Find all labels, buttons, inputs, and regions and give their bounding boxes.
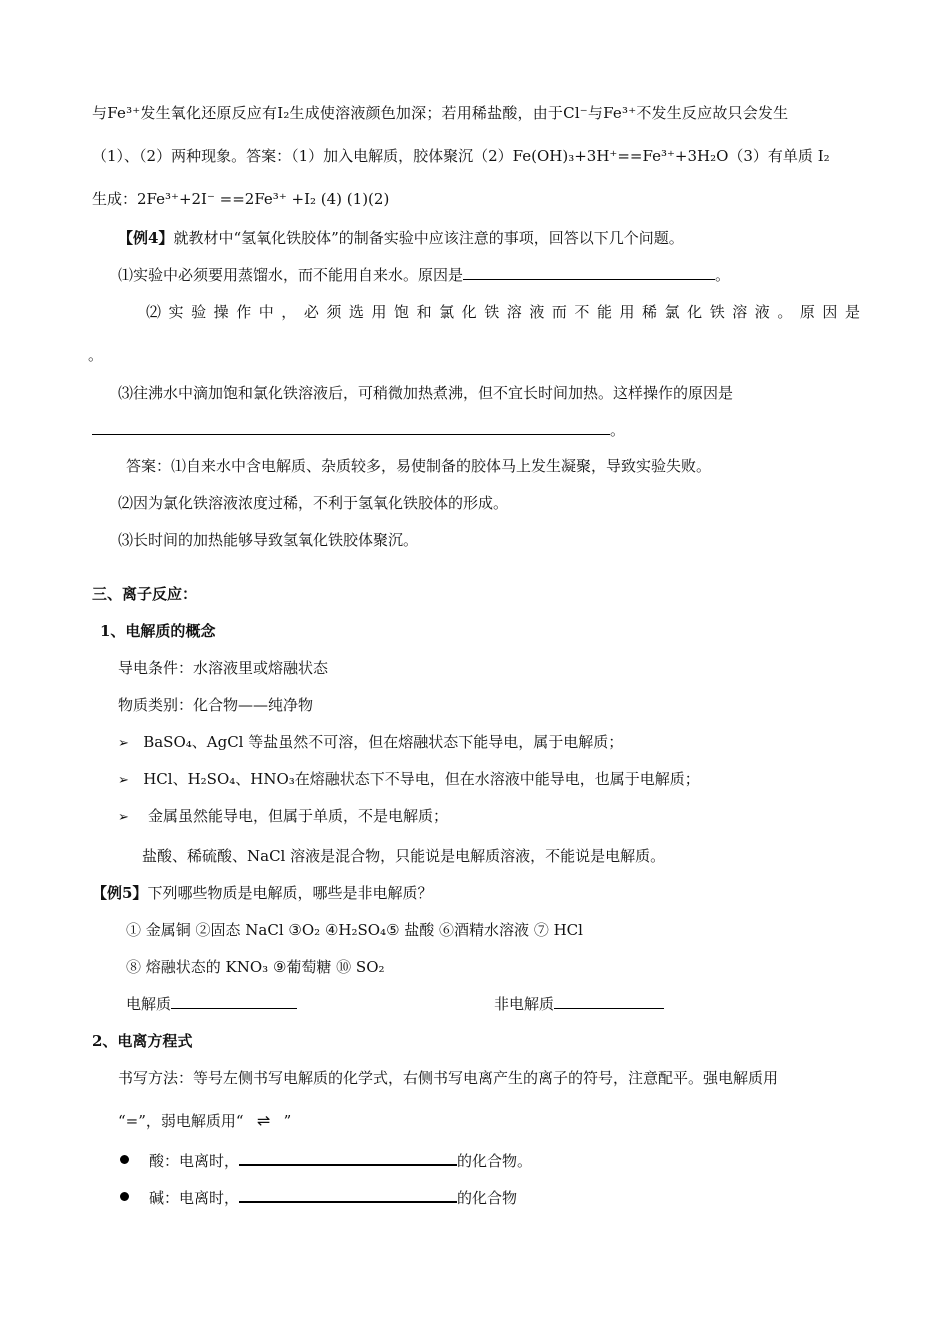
non-electrolyte-label: 非电解质	[494, 995, 555, 1013]
answer-3: ⑶长时间的加热能够导致氢氧化铁胶体聚沉。	[118, 531, 419, 549]
text-line-3: 生成：2Fe³⁺+2I⁻ ==2Fe³⁺ +I₂ (4) (1)(2)	[92, 190, 390, 208]
section-3-heading: 三、离子反应：	[92, 585, 198, 603]
question-3-blank-line	[92, 420, 625, 440]
subsection-1-heading: 1、电解质的概念	[100, 622, 216, 640]
text-line-2: （1）、（2）两种现象。答案：（1）加入电解质，胶体聚沉（2）Fe(OH)₃+3H⁺==Fe³⁺+3H₂O（3）有单质 I₂	[92, 147, 830, 165]
bullet-dot-icon	[120, 1192, 129, 1201]
answer-2: ⑵因为氯化铁溶液浓度过稀，不利于氢氧化铁胶体的形成。	[118, 494, 509, 512]
arrow-bullet-icon: ➢	[118, 810, 129, 825]
question-1-end: 。	[715, 266, 731, 284]
conduction-condition: 导电条件：水溶液里或熔融状态	[118, 659, 329, 677]
bullet-item-2	[118, 769, 700, 791]
acid-definition	[120, 1150, 532, 1171]
mixture-note: 盐酸、稀硫酸、NaCl 溶液是混合物，只能说是电解质溶液，不能说是电解质。	[142, 847, 666, 865]
electrolyte-label: 电解质	[126, 995, 172, 1013]
arrow-bullet-icon: ➢	[118, 736, 129, 751]
question-2-end: 。	[88, 346, 104, 364]
example-5-heading	[92, 883, 432, 903]
example-4-text: 就教材中“氢氧化铁胶体”的制备实验中应该注意的事项，回答以下几个问题。	[173, 229, 684, 247]
acid-label: 酸：电离时，	[149, 1152, 240, 1170]
acid-blank[interactable]	[239, 1150, 457, 1166]
electrolyte-blank[interactable]	[171, 994, 297, 1009]
electrolyte-answer	[126, 994, 297, 1014]
answer-1: 答案：⑴自来水中含电解质、杂质较多，易使制备的胶体马上发生凝聚，导致实验失败。	[126, 457, 712, 475]
bullet-item-3	[118, 806, 448, 828]
substance-category: 物质类别：化合物——纯净物	[118, 696, 314, 714]
example-4-tag: 【例4】	[118, 229, 174, 247]
writing-method-text-b: ”	[283, 1112, 292, 1130]
text-line-1: 与Fe³⁺发生氧化还原反应有I₂生成使溶液颜色加深；若用稀盐酸，由于Cl⁻与Fe³⁺不发生反应故只会发生	[92, 104, 789, 122]
substance-list-1: ① 金属铜 ②固态 NaCl ③O₂ ④H₂SO₄⑤ 盐酸 ⑥酒精水溶液 ⑦ HCl	[126, 921, 583, 939]
answer-blank-1[interactable]	[463, 265, 715, 280]
example-4-heading	[118, 228, 684, 248]
bullet-text-2: HCl、H₂SO₄、HNO₃在熔融状态下不导电，但在水溶液中能导电，也属于电解质；	[143, 770, 700, 788]
bullet-dot-icon	[120, 1155, 129, 1164]
example-5-tag: 【例5】	[92, 884, 148, 902]
question-1-text: ⑴实验中必须要用蒸馏水，而不能用自来水。原因是	[118, 266, 464, 284]
arrow-bullet-icon: ➢	[118, 773, 129, 788]
bullet-text-3: 金属虽然能导电，但属于单质，不是电解质；	[147, 807, 448, 825]
non-electrolyte-blank[interactable]	[554, 994, 664, 1009]
writing-method-text-a: “=”，弱电解质用“	[118, 1112, 244, 1130]
question-1	[118, 265, 730, 285]
writing-method-line-1: 书写方法：等号左侧书写电解质的化学式，右侧书写电离产生的离子的符号，注意配平。强电解质用	[118, 1069, 779, 1087]
base-definition	[120, 1187, 517, 1208]
acid-end: 的化合物。	[457, 1152, 533, 1170]
non-electrolyte-answer	[494, 994, 664, 1014]
question-2: ⑵ 实 验 操 作 中 ， 必 须 选 用 饱 和 氯 化 铁 溶 液 而 不 能 用 稀 氯 化 铁 溶 液 。 原 因 是	[146, 303, 860, 321]
base-blank[interactable]	[239, 1187, 457, 1203]
question-3: ⑶往沸水中滴加饱和氯化铁溶液后，可稍微加热煮沸，但不宜长时间加热。这样操作的原因是	[118, 384, 734, 402]
equilibrium-arrow-icon: ⇌	[256, 1111, 271, 1130]
answer-blank-3[interactable]	[92, 420, 610, 435]
question-3-end: 。	[610, 421, 626, 439]
substance-list-2: ⑧ 熔融状态的 KNO₃ ⑨葡萄糖 ⑩ SO₂	[126, 958, 385, 976]
bullet-text-1: BaSO₄、AgCl 等盐虽然不可溶，但在熔融状态下能导电，属于电解质；	[143, 733, 624, 751]
subsection-2-heading: 2、电离方程式	[92, 1032, 193, 1050]
example-5-text: 下列哪些物质是电解质，哪些是非电解质？	[147, 884, 433, 902]
writing-method-line-2	[118, 1111, 291, 1131]
base-end: 的化合物	[457, 1189, 518, 1207]
base-label: 碱：电离时，	[149, 1189, 240, 1207]
bullet-item-1	[118, 732, 623, 754]
